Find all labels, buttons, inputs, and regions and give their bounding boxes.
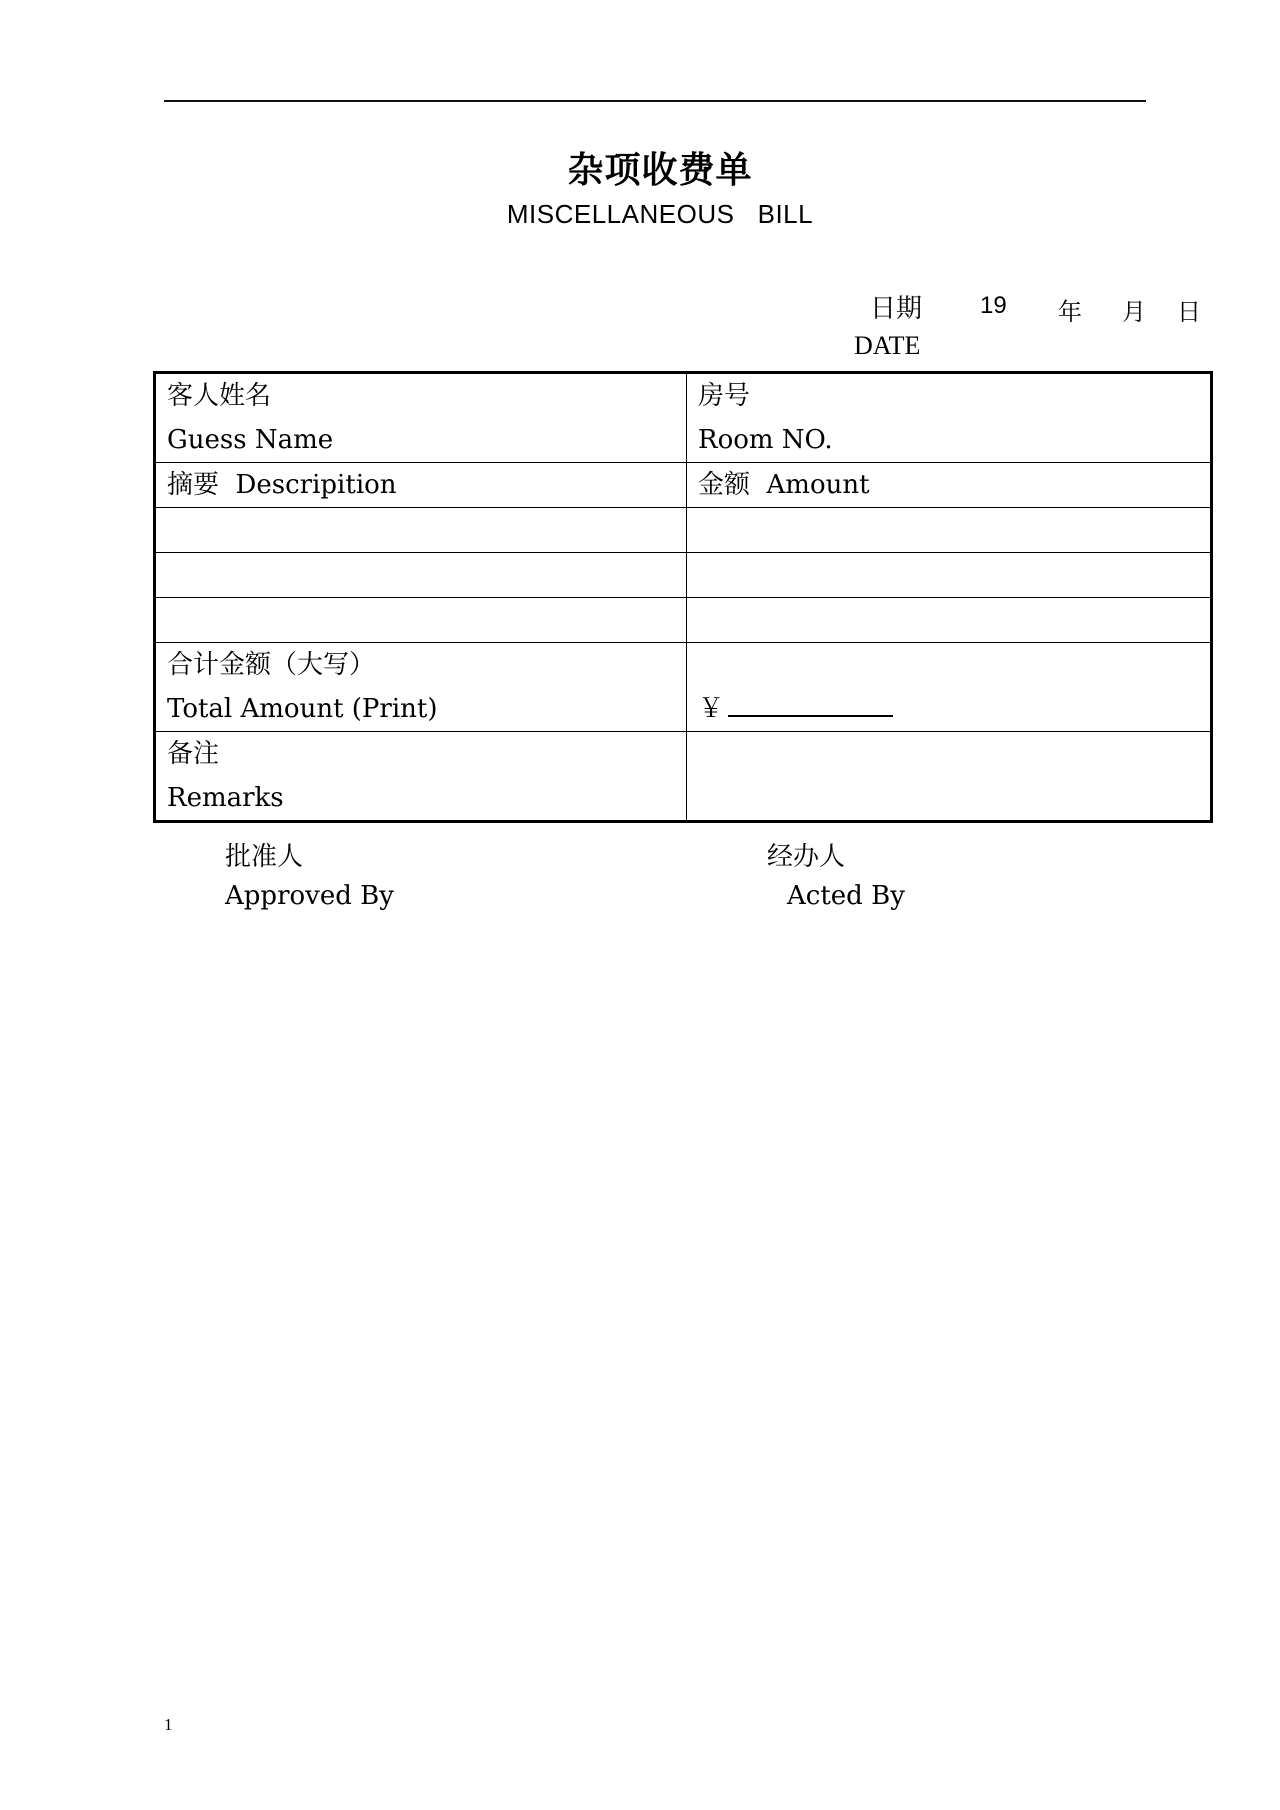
- line-item-amount[interactable]: [687, 508, 1212, 553]
- line-item-description[interactable]: [155, 553, 687, 598]
- guest-name-label-cn: 客人姓名: [167, 381, 272, 411]
- line-item-amount[interactable]: [687, 598, 1212, 643]
- header-rule: [164, 100, 1146, 102]
- total-label-cell: [155, 643, 687, 732]
- approved-by-label-cn: 批准人: [225, 842, 304, 872]
- total-label-en: Total Amount (Print): [167, 694, 438, 724]
- line-item-row: [155, 553, 1212, 598]
- guest-name-label-en: Guess Name: [167, 425, 334, 455]
- description-header: 摘要 Descripition: [155, 463, 687, 508]
- guest-name-cell[interactable]: [155, 373, 687, 463]
- remarks-value-cell[interactable]: [687, 732, 1212, 822]
- room-no-cell[interactable]: [687, 373, 1212, 463]
- date-month-label: 月: [1122, 299, 1146, 326]
- total-label-cn: 合计金额（大写）: [167, 650, 376, 680]
- line-item-row: [155, 598, 1212, 643]
- line-item-amount[interactable]: [687, 553, 1212, 598]
- line-item-row: [155, 508, 1212, 553]
- remarks-row: [155, 732, 1212, 822]
- total-amount-line: [698, 687, 1199, 731]
- document-title-cn: 杂项收费单: [567, 149, 753, 191]
- date-year-label: 年: [1058, 299, 1082, 326]
- remarks-label-en: Remarks: [167, 783, 284, 813]
- acted-by-label-en: Acted By: [787, 881, 905, 911]
- date-label-cn: 日期: [870, 294, 923, 324]
- guest-room-row: [155, 373, 1212, 463]
- bill-table: [153, 371, 1213, 823]
- amount-header: 金额 Amount: [687, 463, 1212, 508]
- date-label-en: DATE: [854, 331, 921, 360]
- total-row: [155, 643, 1212, 732]
- room-no-label-en: Room NO.: [698, 425, 833, 455]
- yen-symbol: ￥: [698, 694, 725, 724]
- line-item-description[interactable]: [155, 598, 687, 643]
- line-item-description[interactable]: [155, 508, 687, 553]
- total-amount-blank[interactable]: [728, 689, 893, 717]
- room-no-label-cn: 房号: [698, 381, 751, 411]
- date-day-label: 日: [1177, 299, 1201, 326]
- acted-by-label-cn: 经办人: [767, 842, 846, 872]
- remarks-label-cn: 备注: [167, 739, 220, 769]
- column-header-row: [155, 463, 1212, 508]
- approved-by-label-en: Approved By: [225, 881, 394, 911]
- remarks-label-cell: [155, 732, 687, 822]
- date-year-value[interactable]: 19: [980, 292, 1007, 319]
- total-amount-cell[interactable]: [687, 643, 1212, 732]
- document-title-en: MISCELLANEOUS BILL: [506, 199, 814, 229]
- page-number: 1: [164, 1715, 173, 1734]
